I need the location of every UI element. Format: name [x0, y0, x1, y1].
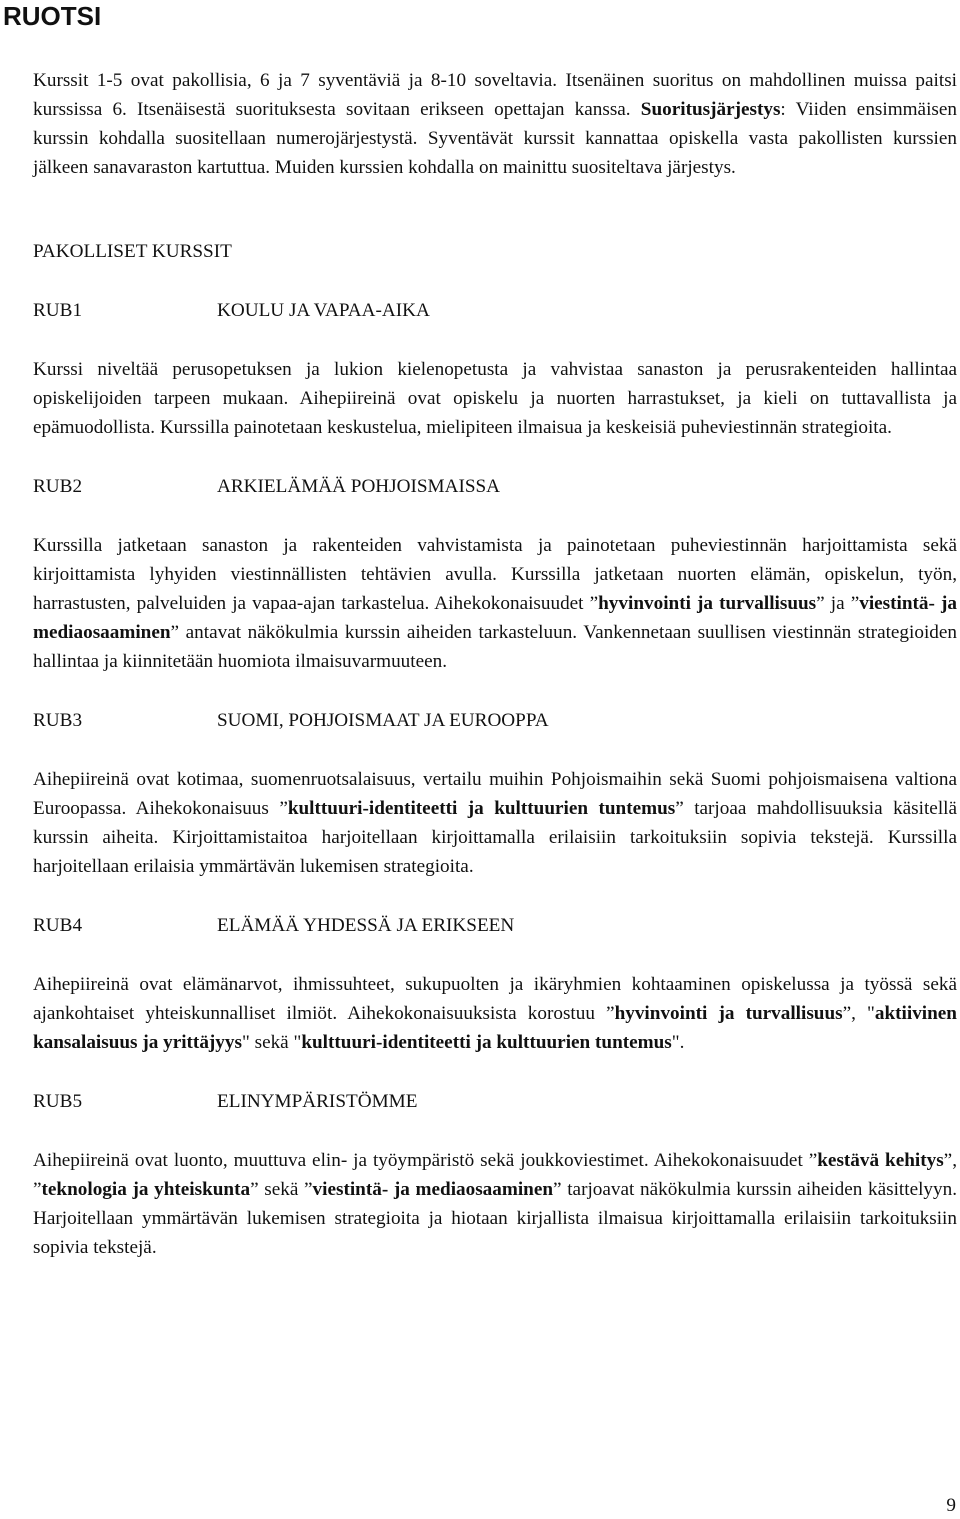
course-text: ” tarjoaa mahdollisuuksia käsitellä kurssin aiheita. Kirjoittamistaitoa harjoitellaan kirjoittamalla erilaisiin tarkoituksiin sopivia tekstejä. Kurssilla harjoitellaan erilaisia ymmärtävän lukemisen strategioita. [33, 798, 957, 877]
intro-bold-term: Suoritusjärjestys [640, 99, 781, 120]
course-code: RUB3 [33, 710, 83, 731]
course-text: ” tarjoavat näkökulmia kurssin aiheiden käsittelyyn. Harjoitellaan ymmärtävän lukemisen strategioita ja hiotaan kirjallista ilmaisua kirjoittamalla erilaisiin tarkoituksiin sopivia tekstejä. [33, 1179, 957, 1258]
course-heading-rub5 [33, 1087, 957, 1116]
course-title: KOULU JA VAPAA-AIKA [217, 300, 430, 321]
intro-paragraph [33, 66, 957, 182]
course-heading-rub4 [33, 911, 957, 940]
course-text: ”, " [842, 1003, 875, 1024]
course-bold-term: teknologia ja yhteiskunta [41, 1179, 251, 1200]
course-description-rub3 [33, 765, 957, 881]
course-description-rub1 [33, 355, 957, 442]
course-heading-rub2 [33, 472, 957, 501]
page-number: 9 [946, 1495, 956, 1516]
course-bold-term: kestävä kehitys [817, 1150, 944, 1171]
course-description-rub2 [33, 531, 957, 676]
course-bold-term: aktiivinen kansalaisuus ja yrittäjyys [33, 1003, 957, 1053]
course-bold-term: kulttuuri-identiteetti ja kulttuurien tuntemus [301, 1032, 672, 1053]
course-title: ELINYMPÄRISTÖMME [217, 1091, 418, 1112]
course-code: RUB4 [33, 915, 83, 936]
course-bold-term: kulttuuri-identiteetti ja kulttuurien tuntemus [287, 798, 676, 819]
course-text: Kurssilla jatketaan sanaston ja rakenteiden vahvistamista ja painotetaan puheviestinnän harjoittamista sekä kirjoittamista lyhyiden viestinnällisten tehtävien avulla. Kurssilla jatketaan nuorten elämän, opiskelun, työn, harrastusten, palveluiden ja vapaa-ajan tarkastelua. Aihekokonaisuudet ” [33, 535, 957, 614]
course-text: Aihepiireinä ovat luonto, muuttuva elin- ja työympäristö sekä joukkoviestimet. Aihekokonaisuudet ” [33, 1150, 818, 1171]
course-description-rub4 [33, 970, 957, 1057]
page-title: RUOTSI [3, 1, 102, 31]
course-bold-term: hyvinvointi ja turvallisuus [614, 1003, 843, 1024]
course-code: RUB2 [33, 476, 83, 497]
course-text: " sekä " [241, 1032, 302, 1053]
course-description-rub5 [33, 1146, 957, 1262]
course-text: Aihepiireinä ovat kotimaa, suomenruotsalaisuus, vertailu muihin Pohjoismaihin sekä Suomi pohjoismaisena valtiona Euroopassa. Aihekokonaisuus ” [33, 769, 957, 819]
course-text: ” antavat näkökulmia kurssin aiheiden tarkasteluun. Vankennetaan suullisen viestinnän strategioiden hallintaa ja kiinnitetään huomiota ilmaisuvarmuuteen. [33, 622, 957, 672]
course-title: ELÄMÄÄ YHDESSÄ JA ERIKSEEN [217, 915, 515, 936]
course-text: ”, ” [33, 1150, 957, 1200]
course-heading-rub1 [33, 296, 957, 325]
course-title: ARKIELÄMÄÄ POHJOISMAISSA [217, 476, 501, 497]
course-code: RUB1 [33, 300, 83, 321]
course-text: ". [671, 1032, 685, 1053]
course-bold-term: viestintä- ja mediaosaaminen [312, 1179, 554, 1200]
document-body [33, 66, 957, 1262]
course-text: Kurssi niveltää perusopetuksen ja lukion kielenopetusta ja vahvistaa sanaston ja perusrakenteiden hallintaa opiskelijoiden tarpeen mukaan. Aihepiireinä ovat opiskelu ja nuorten harrastukset, ja kieli on tuttavallista ja epämuodollista. Kurssilla painotetaan keskustelua, mielipiteen ilmaisua ja keskeisiä puheviestinnän strategioita. [33, 359, 957, 438]
course-text: Aihepiireinä ovat elämänarvot, ihmissuhteet, sukupuolten ja ikäryhmien kohtaaminen opiskelussa ja työssä sekä ajankohtaiset yhteiskunnalliset ilmiöt. Aihekokonaisuuksista korostuu ” [33, 974, 957, 1024]
course-heading-rub3 [33, 706, 957, 735]
intro-text-continued: : Viiden ensimmäisen kurssin kohdalla suositellaan numerojärjestystä. Syventävät kurssit kannattaa opiskella vasta pakollisten kurssien jälkeen sanavaraston kartuttua. Muiden kurssien kohdalla on mainittu suositeltava järjestys. [33, 99, 957, 178]
section-heading: PAKOLLISET KURSSIT [33, 241, 232, 262]
course-title: SUOMI, POHJOISMAAT JA EUROOPPA [217, 710, 549, 731]
course-bold-term: viestintä- ja mediaosaaminen [33, 593, 957, 643]
intro-text: Kurssit 1-5 ovat pakollisia, 6 ja 7 syventäviä ja 8-10 soveltavia. Itsenäinen suoritus on mahdollinen muissa paitsi kurssissa 6. Itsenäisestä suorituksesta sovitaan erikseen opettajan kanssa. [33, 70, 957, 120]
course-bold-term: hyvinvointi ja turvallisuus [598, 593, 817, 614]
course-code: RUB5 [33, 1091, 83, 1112]
course-text: ” sekä ” [250, 1179, 313, 1200]
course-text: ” ja ” [816, 593, 860, 614]
